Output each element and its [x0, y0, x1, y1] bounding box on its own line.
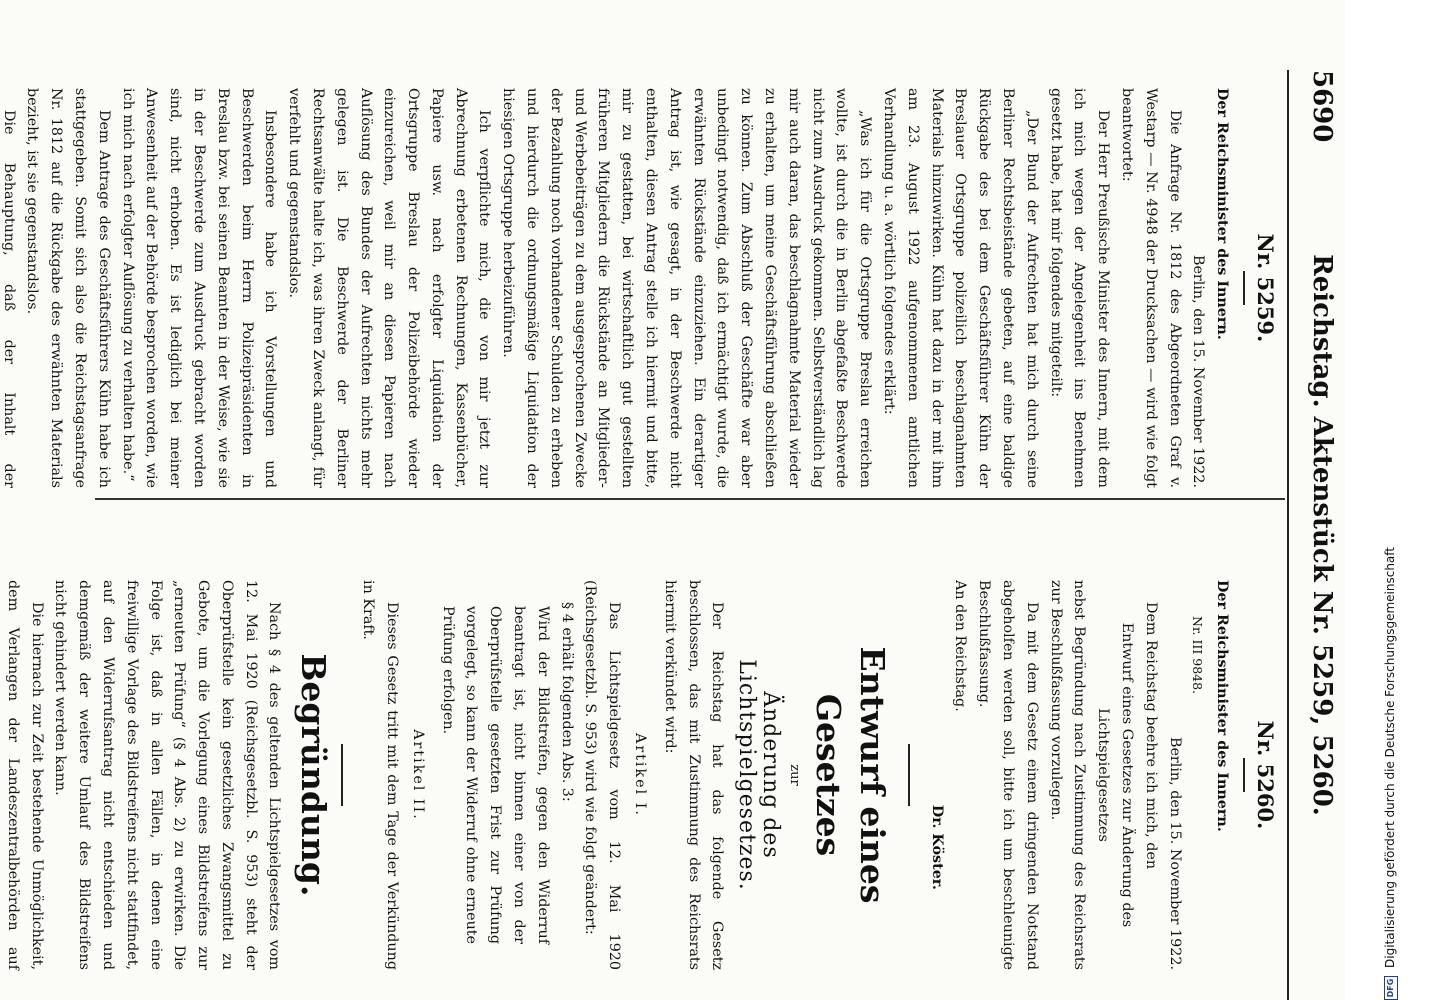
- article-text: Dieses Gesetz tritt mit dem Tage der Verkündung in Kraft.: [360, 580, 401, 970]
- draft-title: Entwurf eines Gesetzes zur Änderung des Lichtspielgesetzes: [1095, 622, 1136, 928]
- page-header: [1295, 70, 1339, 1000]
- article-paragraph: § 4 erhält folgenden Abs. 3:: [558, 602, 575, 802]
- paragraph: Der Herr Preußische Minister des Innern, mit dem ich mich wegen der Angelegenheit ins Benehmen gesetzt habe, hat mir folgendes mitgeteilt:: [1047, 88, 1112, 488]
- paragraph: „Was ich für die Ortsgruppe Breslau erreichen wollte, ist durch die in Berlin abgefaßte Beschwerde nicht zum Ausdruck gekommen. Selbstverständlich lag mir auch daran, das beschlagnahmte Material wieder zu erhalten, um meine Geschäftsführung abschließen zu können. Zum Abschluß der Geschäfte war aber unbedingt notwendig, daß ich ermächtigt wurde, die erwähnten Rückstände einzuziehen. Ein derartiger Antrag ist, wie gesagt, in der Beschwerde nicht enthalten, diesen Antrag stelle ich hiermit und bitte, mir zu gestatten, bei wirtschaftlich gut gestellten früheren Mitgliedern die Rückstände an Mitglieder- und Werbebeiträgen zu dem ausgesprochenen Zwecke der Bezahlung noch vorhandener Schulden zu erheben und hierdurch die ordnungsmäßige Liquidation der hiesigen Ortsgruppe herbeizuführen.: [500, 88, 874, 488]
- article-quote: Wird der Bildstreifen, gegen den Widerruf beantragt ist, nicht binnen einer von der Oberprüfstelle gesetzten Frist zur Prüfung vorgelegt, so kann der Widerruf ohne erneute Prüfung erfolgen.: [439, 606, 551, 944]
- dfg-logo-icon: DFG: [1384, 976, 1398, 1000]
- intro-text: Dem Reichstag beehre ich mich, den: [1142, 602, 1159, 870]
- column-divider: [95, 498, 1285, 500]
- heading-connector: zur: [786, 764, 802, 786]
- intro-continuation: nebst Begründung nach Zustimmung des Reichsrats zur Beschlußfassung vorzulegen.: [1047, 580, 1088, 970]
- date-line: Berlin, den 15. November 1922.: [1190, 254, 1207, 488]
- section-rule: [908, 744, 910, 806]
- document-number: Nr. 5259.: [1253, 233, 1278, 343]
- paragraph: Die Anfrage Nr. 1812 des Abgeordneten Graf v. Westarp — Nr. 4948 der Drucksachen — wird wie folgt beantwortet:: [1119, 88, 1183, 488]
- office-name: Der Reichsminister des Innern.: [1214, 88, 1231, 340]
- addressee: An den Reichstag.: [952, 580, 969, 712]
- funding-credit: [1375, 0, 1405, 1000]
- credit-text: Digitalisierung gefördert durch die Deutsche Forschungsgemeinschaft: [1383, 546, 1397, 968]
- header-rule: [1287, 70, 1289, 1000]
- page-number: 5690: [1307, 70, 1337, 143]
- justification-heading: Begründung.: [294, 653, 334, 897]
- paragraph: Dem Antrage des Geschäftsführers Kühn habe ich stattgegeben. Somit sich also die Reichstagsanfrage Nr. 1812 auf die Rückgabe des erwähnten Materials bezieht, ist sie gegenstandslos.: [24, 88, 112, 488]
- article-text: Das Lichtspielgesetz vom 12. Mai 1920 (Reichsgesetzbl. S. 953) wird wie folgt geändert:: [582, 580, 623, 970]
- section-rule: [342, 744, 344, 806]
- paragraph: „Der Bund der Aufrechten hat mich durch seine Berliner Rechtsbeistände gebeten, auf eine baldige Rückgabe des bei dem Geschäftsführer Kühn der Breslauer Ortsgruppe polizeilich beschlagnahmten Materials hinzuwirken. Kühn hat dazu in der mit ihm am 23. August 1922 aufgenommenen amtlichen Verhandlung u. a. wörtlich folgendes erklärt:: [881, 88, 1040, 488]
- short-rule: [1243, 271, 1245, 305]
- office-name: Der Reichsminister des Innern.: [1214, 580, 1231, 832]
- document-number: Nr. 5260.: [1253, 720, 1278, 830]
- paragraph: Ich verpflichte mich, die von mir jetzt zur Abrechnung erbetenen Rechnungen, Kassenbücher, Papiere usw. nach erfolgter Liquidation der Ortsgruppe Breslau der Polizeibehörde wieder einzureichen, weil mir an diesen Papieren nach Auflösung des Bundes der Aufrechten nichts mehr gelegen ist. Die Beschwerde der Berliner Rechtsanwälte halte ich, was ihren Zweck anlangt, für verfehlt und gegenstandslos.: [286, 88, 493, 488]
- law-subheading: Änderung des Lichtspielgesetzes.: [734, 659, 784, 891]
- left-column: [0, 88, 1277, 488]
- paragraph: Insbesondere habe ich Vorstellungen und Beschwerden beim Herrn Polizeipräsidenten in Breslau bzw. bei seinen Beamten in der Weise, wie sie in der Beschwerde zum Ausdruck gebracht worden sind, nicht erhoben. Es ist lediglich bei meiner Anwesenheit auf der Behörde besprochen worden, wie ich mich nach erfolgter Auflösung zu verhalten habe.“: [119, 88, 279, 488]
- date-line: Berlin, den 15. November 1922.: [1166, 736, 1183, 970]
- article-heading: Artikel II.: [409, 729, 426, 821]
- paragraph: Die hiernach zur Zeit bestehende Unmöglichkeit, dem Verlangen der Landeszentralbehörden auf: [4, 580, 45, 970]
- urgency-text: Da mit dem Gesetz einem dringenden Notstand abgeholfen werden soll, bitte ich um beschleunigte Beschlußfassung.: [976, 580, 1040, 970]
- signature: Dr. Köster.: [928, 804, 945, 890]
- page-title: Reichstag. Aktenstück Nr. 5259, 5260.: [1307, 254, 1337, 816]
- law-heading: Entwurf eines Gesetzes: [808, 646, 892, 904]
- enacting-clause: Der Reichstag hat das folgende Gesetz beschlossen, das mit Zustimmung des Reichsrats hiermit verkündet wird:: [661, 580, 726, 970]
- paragraph: Die Behauptung, daß der Inhalt der: [0, 110, 17, 488]
- right-column: [0, 580, 1277, 970]
- short-rule: [1243, 758, 1245, 792]
- reference-number: Nr. III 9848.: [1190, 616, 1206, 695]
- paragraph: Nach § 4 des geltenden Lichtspielgesetzes vom 12. Mai 1920 (Reichsgesetzbl. S. 953) steht der Oberprüfstelle kein gesetzliches Zwangsmittel zu Gebote, um die Vorlegung eines Bildstreifens zur „erneuten Prüfung“ (§ 4 Abs. 2) zu erwirken. Die Folge ist, daß in allen Fällen, in denen eine freiwillige Vorlage des Bildstreifens nicht stattfindet, auf den Widerrufsantrag nicht entschieden und demgemäß der weitere Umlauf des Bildstreifens nicht gehindert werden kann.: [52, 580, 283, 970]
- article-heading: Artikel I.: [632, 733, 649, 817]
